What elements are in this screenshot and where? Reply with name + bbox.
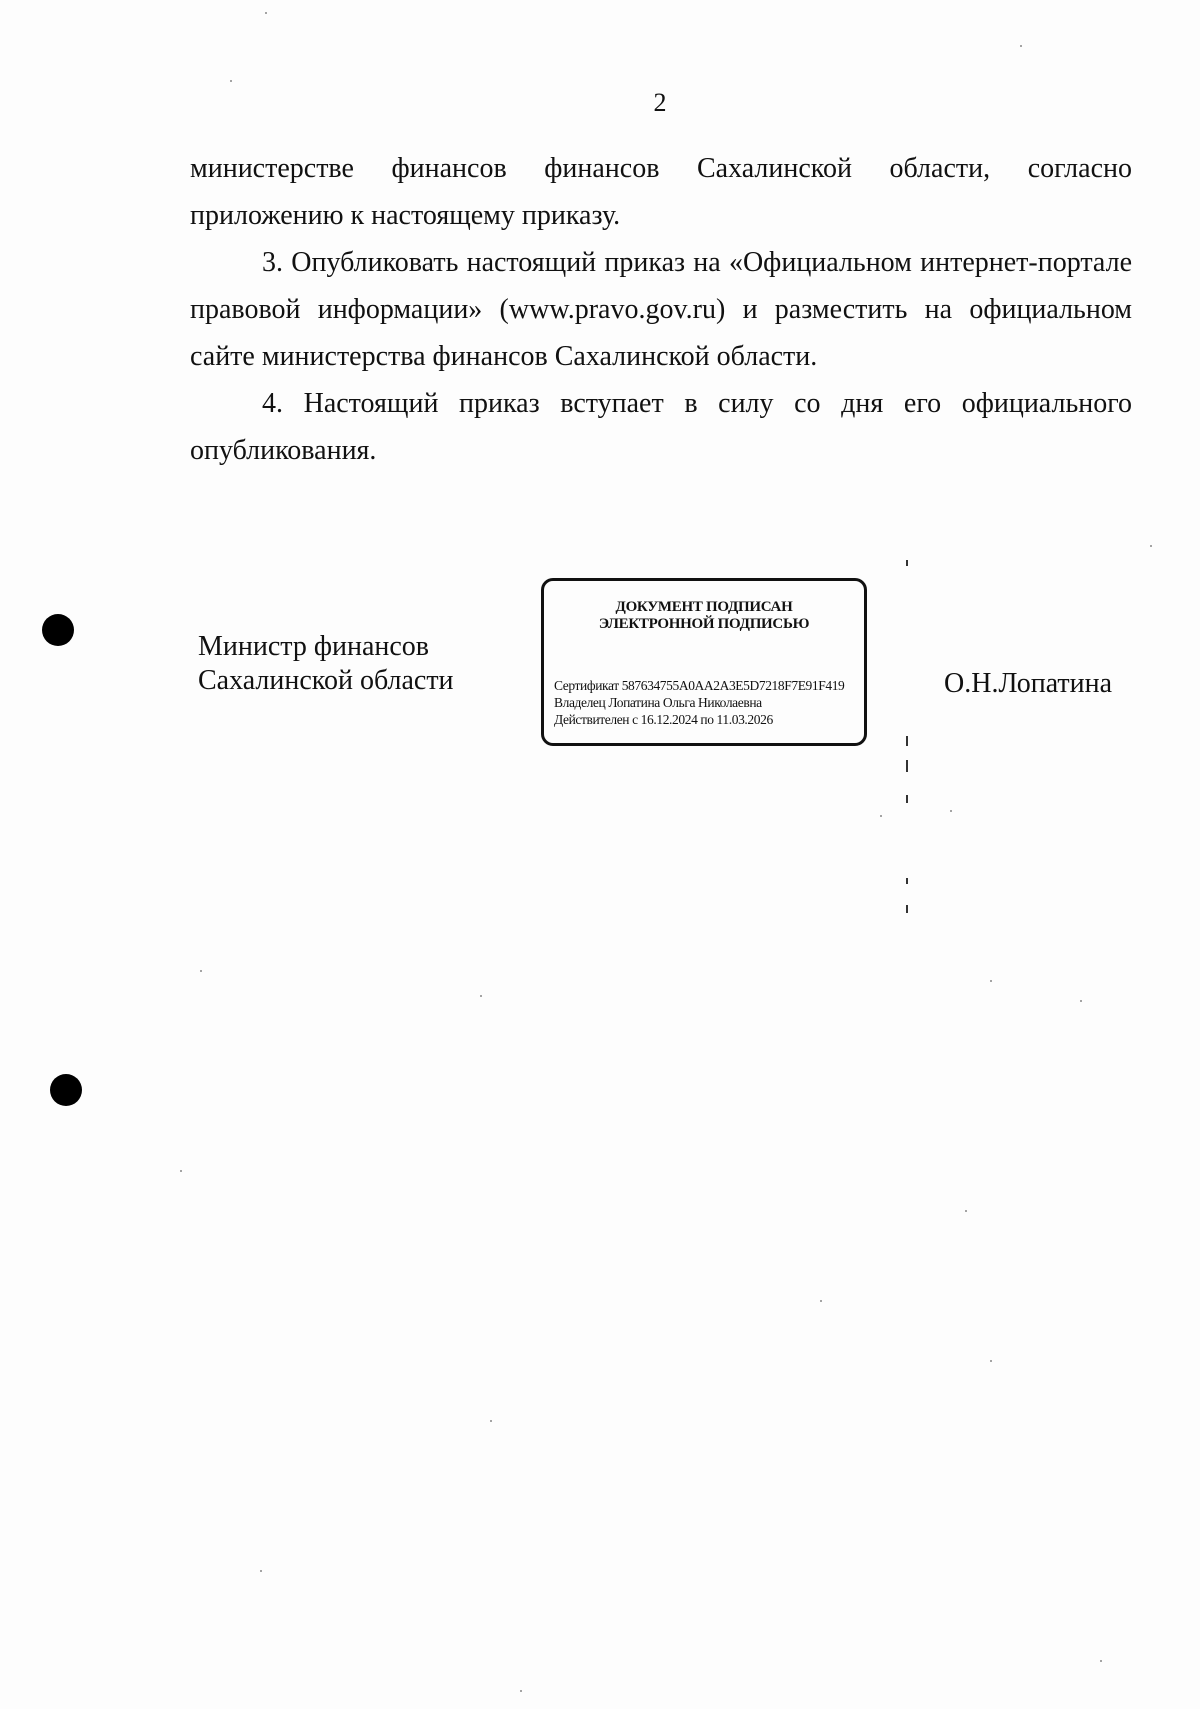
scan-speck <box>820 1300 822 1302</box>
scan-artifact <box>906 878 908 884</box>
scan-speck <box>950 810 952 812</box>
scan-speck <box>1150 545 1152 547</box>
document-body <box>190 145 1132 474</box>
stamp-title <box>544 599 864 633</box>
scan-artifact <box>906 560 908 566</box>
stamp-certificate: Сертификат 587634755A0AA2A3E5D7218F7E91F419 <box>554 678 845 693</box>
punch-hole-bottom <box>50 1074 82 1106</box>
scan-speck <box>990 1360 992 1362</box>
electronic-signature-stamp <box>541 578 867 746</box>
scan-speck <box>260 1570 262 1572</box>
scan-speck <box>1100 1660 1102 1662</box>
paragraph-item-4: 4. Настоящий приказ вступает в силу со дня его официального опубликования. <box>190 388 1132 466</box>
scan-speck <box>990 980 992 982</box>
scan-speck <box>1020 45 1022 47</box>
scan-speck <box>520 1690 522 1692</box>
scan-speck <box>265 12 267 14</box>
scan-artifact <box>906 795 908 803</box>
signer-name: О.Н.Лопатина <box>944 668 1113 699</box>
signer-position-line-1: Министр финансов <box>198 631 430 662</box>
scan-artifact <box>906 905 908 913</box>
scan-artifact <box>906 736 908 746</box>
scan-speck <box>965 1210 967 1212</box>
paragraph-item-3: 3. Опубликовать настоящий приказ на «Официальном интернет-портале правовой информации» (www.pravo.gov.ru) и разместить на официальном сайте министерства финансов Сахалинской области. <box>190 247 1132 372</box>
scan-speck <box>180 1170 182 1172</box>
scan-speck <box>490 1420 492 1422</box>
scan-artifact <box>906 760 908 772</box>
scan-speck <box>880 815 882 817</box>
paragraph-continuation: министерстве финансов финансов Сахалинской области, согласно приложению к настоящему приказу. <box>190 153 1132 231</box>
stamp-title-line-2: ЭЛЕКТРОННОЙ ПОДПИСЬЮ <box>598 616 810 632</box>
scan-speck <box>200 970 202 972</box>
signer-position-line-2: Сахалинской области <box>198 665 454 696</box>
scan-speck <box>1080 1000 1082 1002</box>
stamp-details <box>554 677 844 728</box>
stamp-title-line-1: ДОКУМЕНТ ПОДПИСАН <box>615 599 793 615</box>
punch-hole-top <box>42 614 74 646</box>
signer-position <box>198 630 454 698</box>
scan-speck <box>480 995 482 997</box>
stamp-owner: Владелец Лопатина Ольга Николаевна <box>554 695 762 710</box>
stamp-validity: Действителен с 16.12.2024 по 11.03.2026 <box>554 712 773 727</box>
scan-speck <box>230 80 232 82</box>
page-number: 2 <box>653 88 667 117</box>
